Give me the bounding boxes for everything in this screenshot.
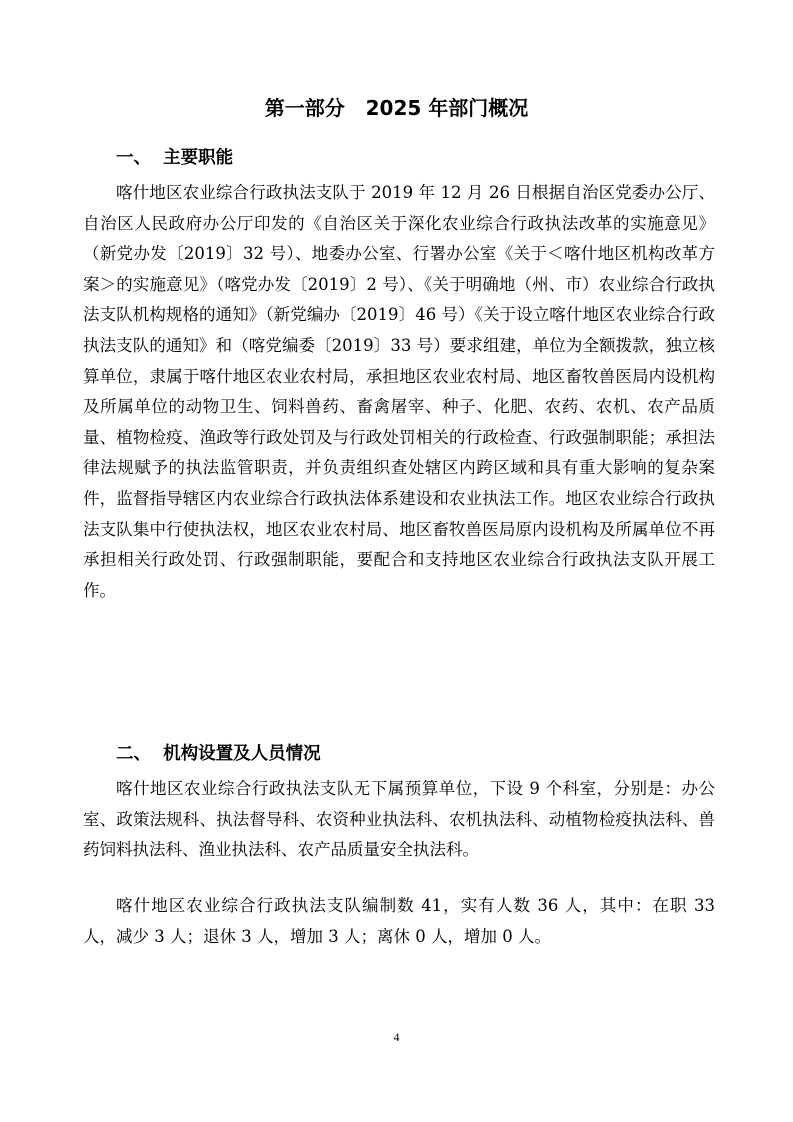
section-heading-main-functions: 一、 主要职能: [116, 148, 234, 168]
page-title: 第一部分 2025 年部门概况: [264, 96, 529, 120]
paragraph-staffing-numbers: 喀什地区农业综合行政执法支队编制数 41，实有人数 36 人，其中：在职 33 人，减少 3 人；退休 3 人，增加 3 人；离休 0 人，增加 0 人。: [83, 896, 715, 946]
page-number: 4: [393, 1030, 400, 1044]
paragraph-main-functions: 喀什地区农业综合行政执法支队于 2019 年 12 月 26 日根据自治区党委办公厅、自治区人民政府办公厅印发的《自治区关于深化农业综合行政执法改革的实施意见》（新党办发〔2019〕32 号）、地委办公室、行署办公室《关于＜喀什地区机构改革方案＞的实施意见》（喀党办发〔2019〕2 号）、《关于明确地（州、市）农业综合行政执法支队机构规格的通知》（新党编办〔2019〕46 号）《关于设立喀什地区农业综合行政执法支队的通知》和（喀党编委〔2019〕33 号）要求组建，单位为全额拨款，独立核算单位，隶属于喀什地区农业农村局，承担地区农业农村局、地区畜牧兽医局内设机构及所属单位的动物卫生、饲料兽药、畜禽屠宰、种子、化肥、农药、农机、农产品质量、植物检疫、渔政等行政处罚及与行政处罚相关的行政检查、行政强制职能；承担法律法规赋予的执法监管职责，并负责组织查处辖区内跨区域和具有重大影响的复杂案件，监督指导辖区内农业综合行政执法体系建设和农业执法工作。地区农业综合行政执法支队集中行使执法权，地区农业农村局、地区畜牧兽医局原内设机构及所属单位不再承担相关行政处罚、行政强制职能，要配合和支持地区农业综合行政执法支队开展工作。: [83, 183, 715, 600]
section-heading-organization-staffing: 二、 机构设置及人员情况: [116, 744, 321, 764]
paragraph-organization-structure: 喀什地区农业综合行政执法支队无下属预算单位，下设 9 个科室，分别是：办公室、政策法规科、执法督导科、农资种业执法科、农机执法科、动植物检疫执法科、兽药饲料执法科、渔业执法科、农产品质量安全执法科。: [83, 779, 715, 860]
